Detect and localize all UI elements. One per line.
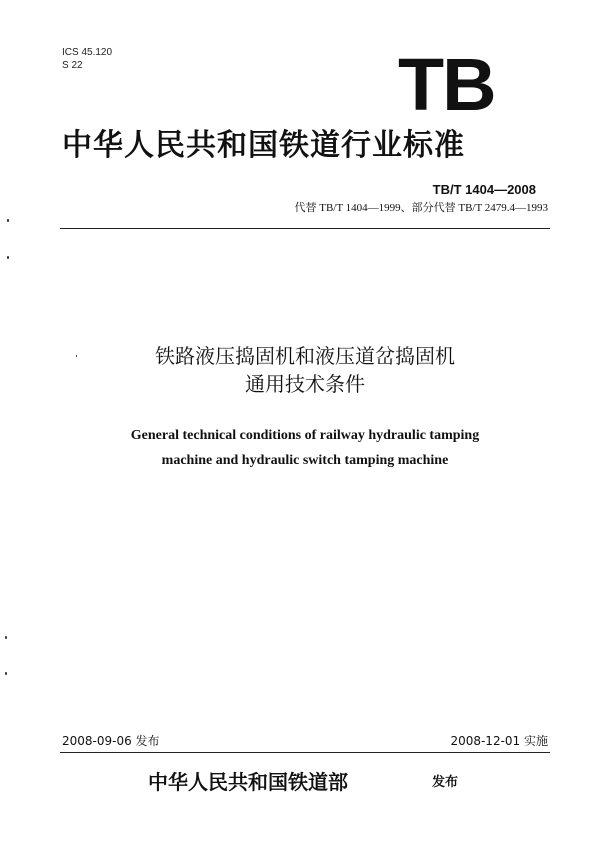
replaces-note: 代替 TB/T 1404—1999、部分代替 TB/T 2479.4—1993 [294, 202, 548, 214]
standard-number: TB/T 1404—2008 [432, 182, 536, 197]
scan-speck [7, 219, 9, 222]
scan-speck [76, 355, 77, 357]
industry-standard-title: 中华人民共和国铁道行业标准 [62, 128, 465, 163]
english-title-line-1: General technical conditions of railway hydraulic tamping [130, 428, 480, 443]
english-title [60, 423, 550, 473]
scan-speck [5, 636, 7, 639]
ccs-code: S 22 [62, 60, 83, 71]
issuing-authority: 中华人民共和国铁道部 [148, 770, 348, 794]
chinese-title [60, 342, 550, 398]
english-title-line-2: machine and hydraulic switch tamping machine [161, 453, 449, 468]
classification-codes [62, 46, 112, 72]
top-divider [60, 228, 550, 229]
issue-date: 2008-09-06 发布 [62, 734, 160, 748]
issuing-suffix: 发布 [432, 775, 459, 790]
chinese-title-line-2: 通用技术条件 [245, 372, 365, 396]
chinese-title-line-1: 铁路液压捣固机和液压道岔捣固机 [155, 344, 455, 368]
scan-speck [7, 256, 9, 259]
implementation-date: 2008-12-01 实施 [450, 734, 548, 748]
tb-logo: TB [398, 43, 495, 126]
bottom-divider [60, 752, 550, 753]
scan-speck [5, 672, 7, 675]
ics-code: ICS 45.120 [62, 47, 113, 58]
